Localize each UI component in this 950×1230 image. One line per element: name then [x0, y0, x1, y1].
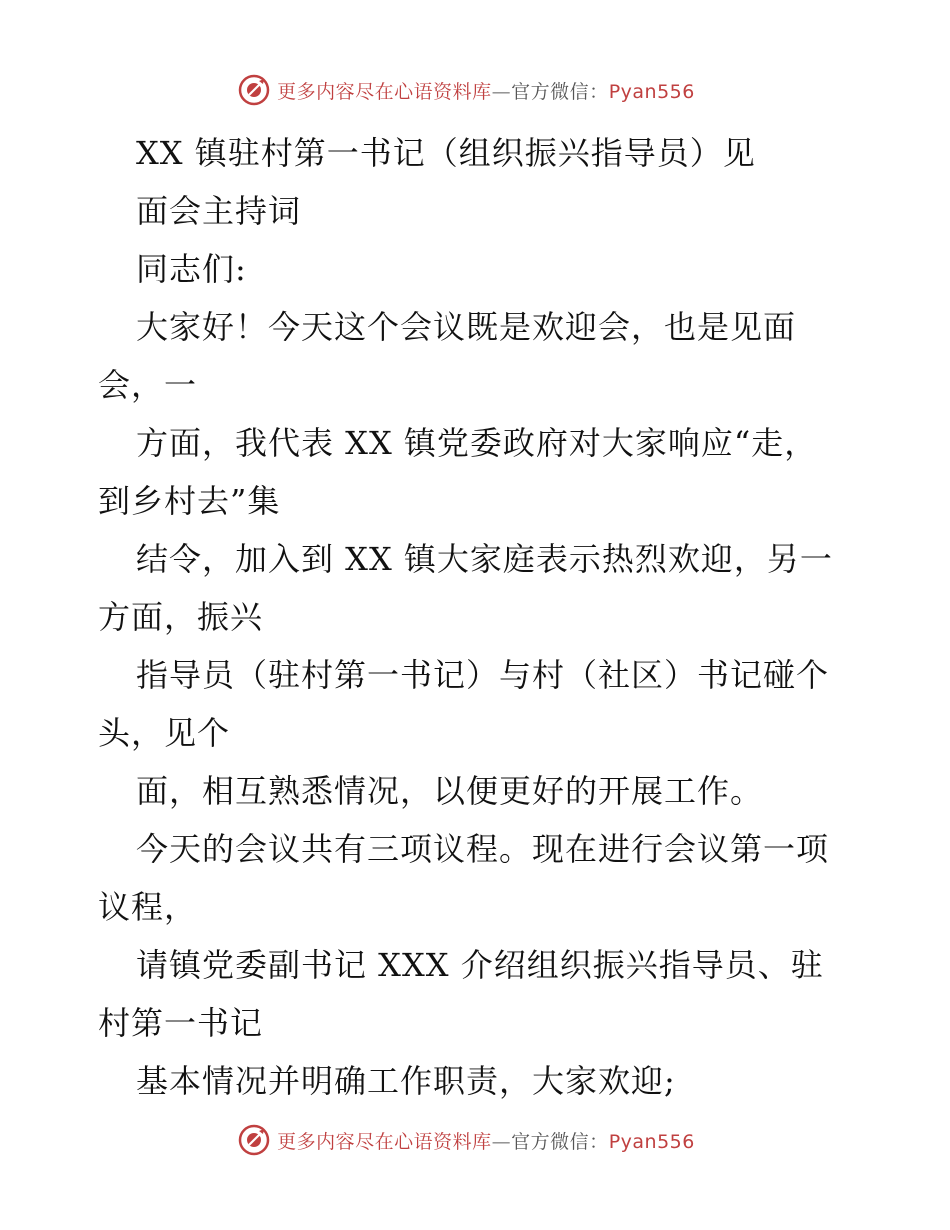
banner-main-text: 更多内容尽在心语资料库 [277, 1130, 492, 1153]
paragraph-line: 今天的会议共有三项议程。现在进行会议第一项 [136, 830, 830, 868]
brand-logo-icon [237, 73, 271, 107]
paragraph-line: 头，见个 [98, 714, 231, 752]
banner-main-text: 更多内容尽在心语资料库 [277, 80, 492, 103]
banner-wechat-id: Pyan556 [608, 80, 695, 103]
header-banner-text [277, 77, 695, 104]
paragraph-line: 议程， [98, 888, 198, 926]
paragraph-line: 方面，我代表 XX 镇党委政府对大家响应“走， [136, 424, 818, 462]
banner-wechat-label: 官方微信： [511, 80, 609, 103]
paragraph-line: 到乡村去”集 [98, 482, 281, 520]
paragraph-line: 会，一 [98, 366, 198, 404]
paragraph-line: 结令，加入到 XX 镇大家庭表示热烈欢迎，另一 [136, 540, 833, 578]
banner-wechat-label: 官方微信： [511, 1130, 609, 1153]
paragraph-line: 大家好！今天这个会议既是欢迎会，也是见面 [136, 308, 797, 346]
banner-dash: — [491, 80, 512, 103]
document-body [98, 124, 858, 1110]
title-line-1: XX 镇驻村第一书记（组织振兴指导员）见 [136, 134, 756, 172]
banner-dash: — [491, 1130, 512, 1153]
salutation: 同志们: [136, 250, 247, 288]
footer-banner [0, 1120, 950, 1160]
paragraph-line: 指导员（驻村第一书记）与村（社区）书记碰个 [136, 656, 830, 694]
paragraph-line: 面，相互熟悉情况，以便更好的开展工作。 [136, 772, 764, 810]
brand-logo-icon [237, 1123, 271, 1157]
footer-banner-text [277, 1127, 695, 1154]
paragraph-line: 基本情况并明确工作职责，大家欢迎; [136, 1062, 676, 1100]
header-banner [0, 70, 950, 110]
title-line-2: 面会主持词 [136, 192, 302, 230]
paragraph-line: 方面，振兴 [98, 598, 264, 636]
banner-wechat-id: Pyan556 [608, 1130, 695, 1153]
paragraph-line: 村第一书记 [98, 1004, 264, 1042]
paragraph-line: 请镇党委副书记 XXX 介绍组织振兴指导员、驻 [136, 946, 824, 984]
